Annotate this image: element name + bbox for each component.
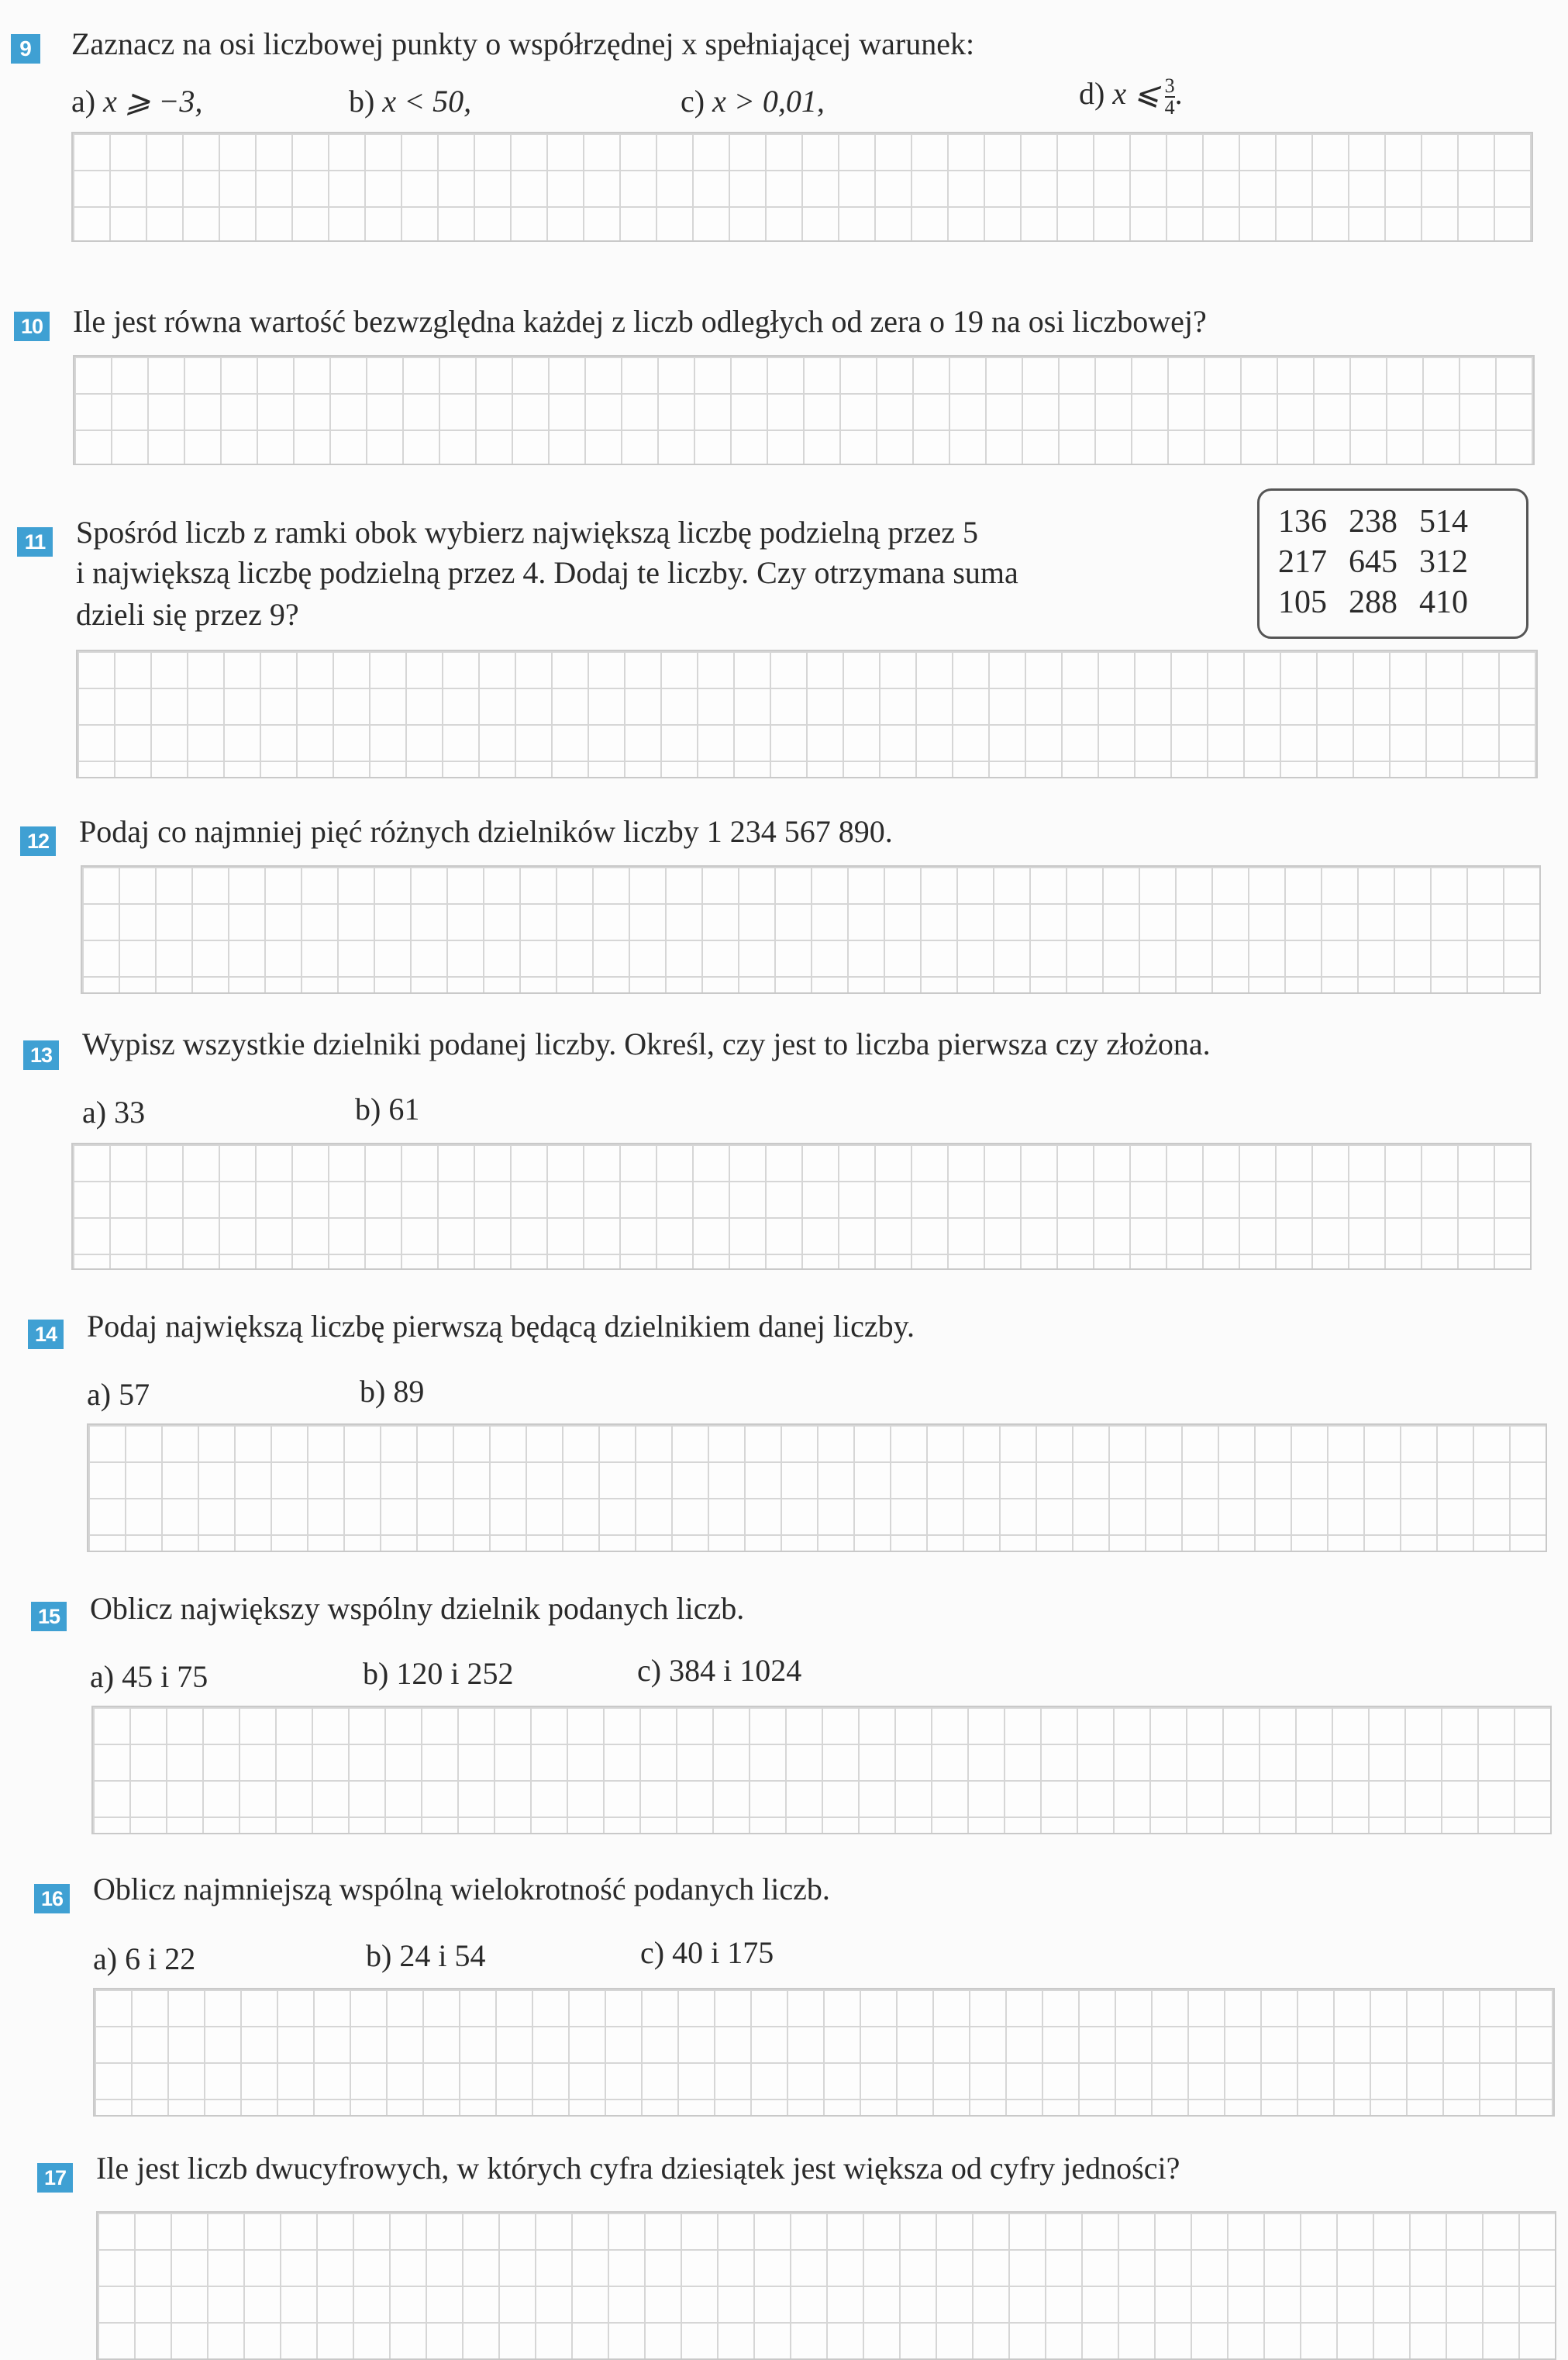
frame-row: [1278, 542, 1490, 582]
frame-number: 217: [1278, 544, 1327, 580]
subpart-a: a) 45 i 75: [90, 1659, 208, 1694]
answer-grid[interactable]: [81, 865, 1541, 994]
answer-grid[interactable]: [71, 1143, 1532, 1270]
answer-grid[interactable]: [87, 1423, 1547, 1552]
task-question: Podaj co najmniej pięć różnych dzielników liczby 1 234 567 890.: [79, 814, 893, 849]
subpart-c: c) 384 i 1024: [637, 1653, 802, 1688]
task-number-badge: 14: [28, 1320, 64, 1349]
subpart-c: c) 40 i 175: [640, 1935, 774, 1970]
subpart-a: a) 57: [87, 1377, 150, 1412]
task-number-badge: 10: [14, 312, 50, 341]
task-question: Wypisz wszystkie dzielniki podanej liczby. Określ, czy jest to liczba pierwsza czy złożona.: [82, 1026, 1211, 1061]
subpart-b: b) 24 i 54: [366, 1938, 486, 1973]
answer-grid[interactable]: [96, 2211, 1556, 2360]
subpart-b: b) x < 50,: [349, 84, 472, 119]
task-number-badge: 17: [37, 2163, 73, 2193]
number-table: [1278, 502, 1490, 623]
task-question: Ile jest liczb dwucyfrowych, w których cyfra dziesiątek jest większa od cyfry jedności?: [96, 2151, 1180, 2186]
frame-number: 312: [1419, 544, 1468, 580]
answer-grid[interactable]: [93, 1988, 1555, 2117]
subpart-b: b) 61: [355, 1092, 420, 1127]
task-question-line-2: i największą liczbę podzielną przez 4. Dodaj te liczby. Czy otrzymana suma: [76, 555, 1018, 590]
frame-number: 288: [1349, 585, 1397, 620]
task-question: Oblicz największy wspólny dzielnik podanych liczb.: [90, 1591, 745, 1626]
frame-row: [1278, 502, 1490, 542]
subpart-b: b) 89: [360, 1374, 425, 1409]
subpart-b: b) 120 i 252: [363, 1656, 514, 1691]
answer-grid[interactable]: [91, 1706, 1552, 1834]
subpart-a: a) x ⩾ −3,: [71, 84, 203, 119]
task-number-badge: 12: [20, 826, 56, 856]
answer-grid[interactable]: [73, 355, 1535, 465]
task-question-line-1: Spośród liczb z ramki obok wybierz największą liczbę podzielną przez 5: [76, 515, 979, 550]
task-question: Podaj największą liczbę pierwszą będącą dzielnikiem danej liczby.: [87, 1309, 915, 1344]
task-number-badge: 16: [34, 1884, 70, 1913]
answer-grid[interactable]: [71, 132, 1533, 242]
subpart-d: d) x ⩽ $\frac{3}{4}$ .: [1079, 74, 1183, 119]
frame-number: 514: [1419, 504, 1468, 540]
task-number-badge: 13: [23, 1040, 59, 1070]
frame-row: [1278, 582, 1490, 623]
task-question-line-3: dzieli się przez 9?: [76, 597, 299, 632]
subpart-a: a) 6 i 22: [93, 1941, 196, 1976]
frame-number: 645: [1349, 544, 1397, 580]
number-frame: [1257, 488, 1528, 639]
frame-number: 136: [1278, 504, 1327, 540]
frame-number: 410: [1419, 585, 1468, 620]
task-number-badge: 9: [11, 34, 40, 64]
task-question: Zaznacz na osi liczbowej punkty o współrzędnej x spełniającej warunek:: [71, 26, 975, 61]
answer-grid[interactable]: [76, 650, 1538, 778]
task-number-badge: 11: [17, 527, 53, 557]
subpart-c: c) x > 0,01,: [681, 84, 825, 119]
task-question: Ile jest równa wartość bezwzględna każdej z liczb odległych od zera o 19 na osi liczbowej?: [73, 304, 1207, 339]
frame-number: 238: [1349, 504, 1397, 540]
fraction: $\frac{3}{4}$: [1164, 74, 1175, 119]
task-question: Oblicz najmniejszą wspólną wielokrotność podanych liczb.: [93, 1872, 830, 1906]
subpart-a: a) 33: [82, 1095, 146, 1130]
frame-number: 105: [1278, 585, 1327, 620]
task-number-badge: 15: [31, 1602, 67, 1631]
